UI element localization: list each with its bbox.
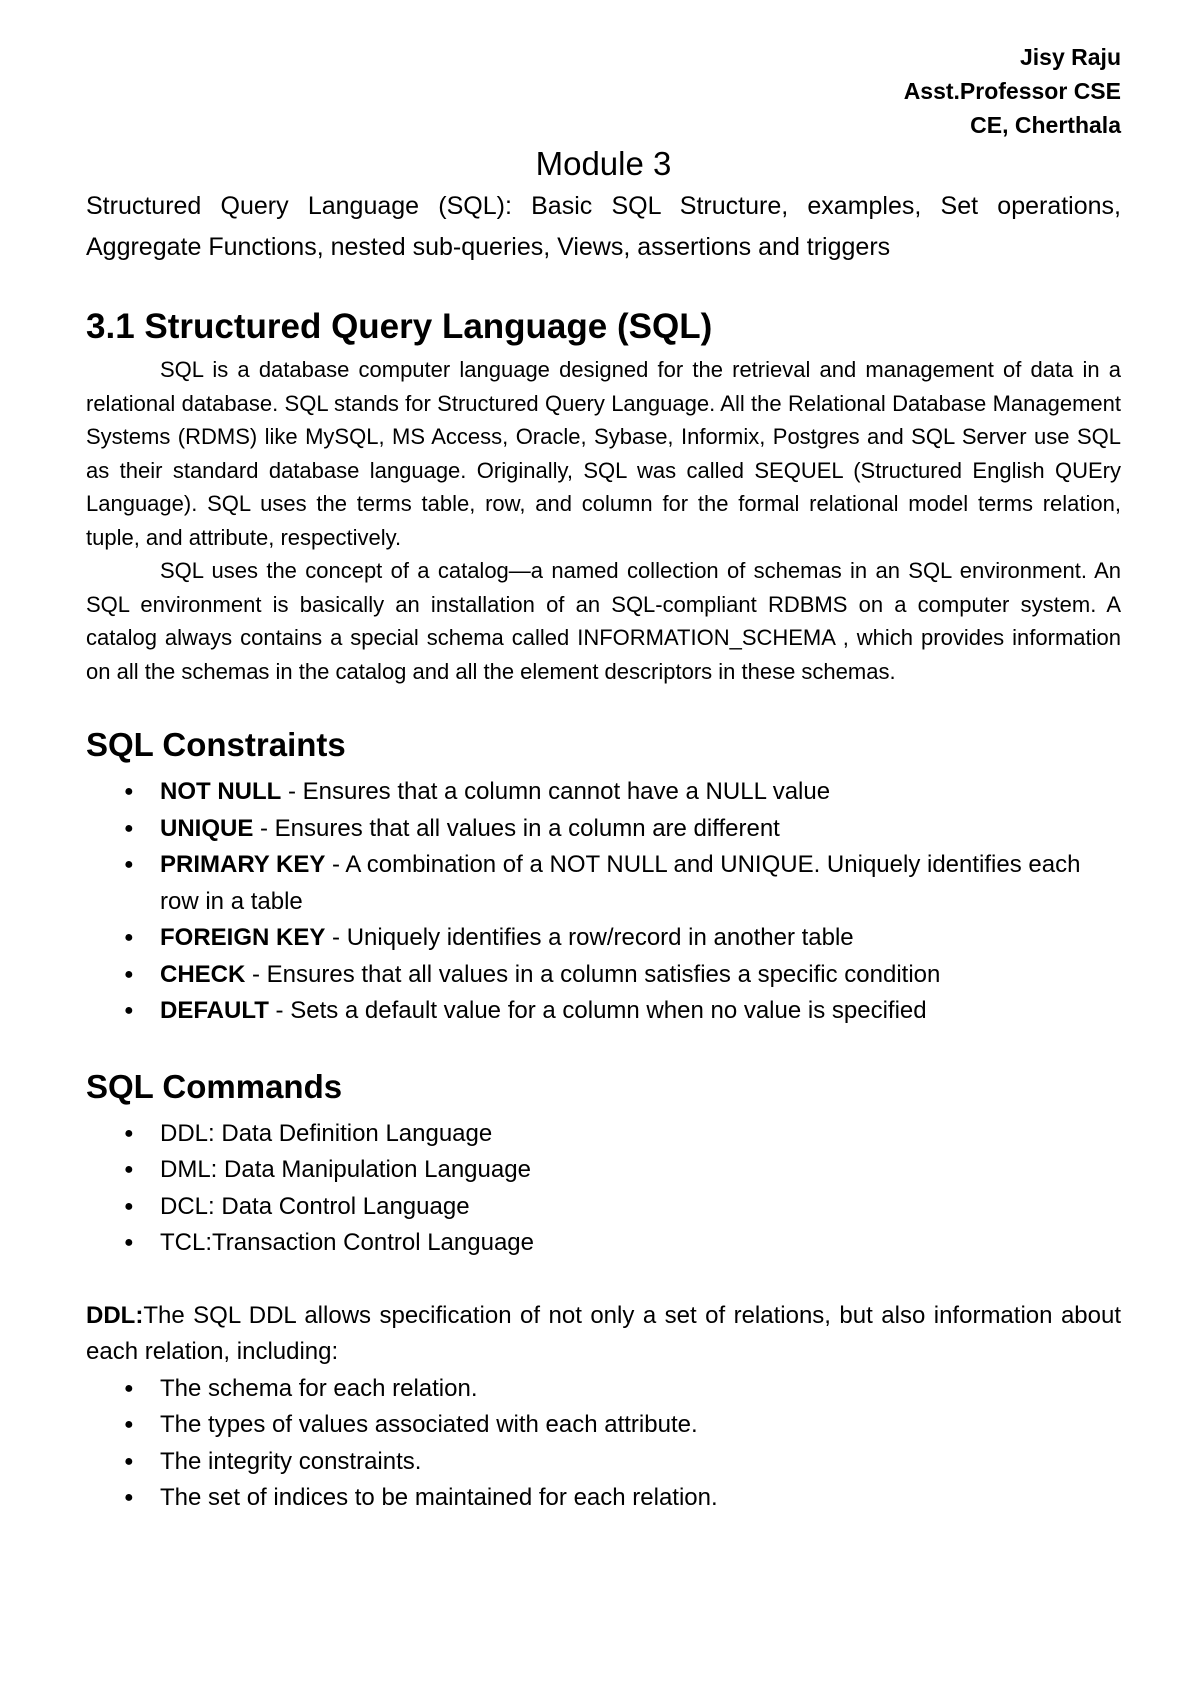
constraint-desc: - Ensures that all values in a column satisfies a specific condition xyxy=(245,960,941,988)
list-item xyxy=(124,957,1121,994)
list-item xyxy=(124,993,1121,1030)
bullet-icon: ● xyxy=(124,1379,134,1397)
list-item xyxy=(124,811,1121,848)
constraints-list xyxy=(86,774,1121,1030)
constraint-desc: - Uniquely identifies a row/record in another table xyxy=(325,924,854,951)
bullet-icon: ● xyxy=(124,1489,134,1506)
bullet-icon: ● xyxy=(124,1234,134,1251)
list-item xyxy=(124,1407,1121,1444)
constraint-term: PRIMARY KEY xyxy=(160,851,326,878)
author-name: Jisy Raju xyxy=(1020,44,1121,70)
author-affiliation: CE, Cherthala xyxy=(970,112,1121,138)
ddl-item: The schema for each relation. xyxy=(160,1374,478,1402)
bullet-icon: ● xyxy=(124,965,134,983)
constraint-term: DEFAULT xyxy=(160,997,269,1024)
constraint-desc: - Ensures that a column cannot have a NULL value xyxy=(281,778,831,805)
command-name: Data Manipulation Language xyxy=(217,1156,531,1183)
section-heading-sql: 3.1 Structured Query Language (SQL) xyxy=(86,307,713,346)
module-syllabus: Structured Query Language (SQL): Basic SQL Structure, examples, Set operations, Aggregate Functions, nested sub-queries, Views, assertions and triggers xyxy=(86,192,1121,261)
command-abbr: DCL: xyxy=(160,1192,215,1220)
commands-list xyxy=(86,1116,1121,1262)
constraint-term: CHECK xyxy=(160,960,246,988)
bullet-icon: ● xyxy=(124,819,134,837)
commands-heading: SQL Commands xyxy=(86,1067,343,1105)
list-item xyxy=(124,774,1121,811)
command-name: Data Definition Language xyxy=(214,1119,493,1147)
list-item xyxy=(124,847,1121,920)
list-item xyxy=(124,1116,1121,1153)
constraint-desc: - Sets a default value for a column when no value is specified xyxy=(268,997,927,1024)
bullet-icon: ● xyxy=(124,1197,134,1215)
command-name: TCL:Transaction Control Language xyxy=(160,1229,534,1256)
ddl-intro: The SQL DDL allows specification of not only a set of relations, but also information about each relation, including: xyxy=(86,1301,1121,1365)
module-title: Module 3 xyxy=(535,145,672,182)
bullet-icon: ● xyxy=(124,1416,134,1433)
ddl-item: The integrity constraints. xyxy=(160,1447,422,1475)
bullet-icon: ● xyxy=(124,1161,134,1178)
command-name: Data Control Language xyxy=(214,1192,470,1220)
author-title: Asst.Professor CSE xyxy=(903,78,1121,104)
list-item xyxy=(124,1189,1121,1226)
list-item xyxy=(124,1371,1121,1408)
document-page xyxy=(86,40,1121,1517)
bullet-icon: ● xyxy=(124,783,134,800)
ddl-list xyxy=(86,1371,1121,1517)
constraint-term: UNIQUE xyxy=(160,814,254,842)
constraints-heading: SQL Constraints xyxy=(86,726,346,763)
bullet-icon: ● xyxy=(124,929,134,946)
list-item xyxy=(124,1225,1121,1262)
command-abbr: DDL: xyxy=(160,1119,215,1147)
author-block xyxy=(86,40,1121,142)
bullet-icon: ● xyxy=(124,856,134,873)
constraint-desc: - A combination of a NOT NULL and UNIQUE. Uniquely identifies each row in a table xyxy=(160,851,1081,915)
constraint-term: NOT NULL xyxy=(160,778,282,805)
ddl-label: DDL: xyxy=(86,1301,144,1329)
ddl-paragraph xyxy=(86,1298,1121,1371)
list-item xyxy=(124,1444,1121,1481)
ddl-item: The types of values associated with each attribute. xyxy=(160,1411,698,1438)
bullet-icon: ● xyxy=(124,1452,134,1470)
list-item xyxy=(124,920,1121,957)
ddl-item: The set of indices to be maintained for each relation. xyxy=(160,1484,718,1511)
sql-catalog-paragraph: SQL uses the concept of a catalog—a named collection of schemas in an SQL environment. An SQL environment is basically an installation of an SQL-compliant RDBMS on a computer system. A catalog always contains a special schema called INFORMATION_SCHEMA , which provides information on all the schemas in the catalog and all the element descriptors in these schemas. xyxy=(86,558,1121,684)
bullet-icon: ● xyxy=(124,1002,134,1019)
list-item xyxy=(124,1152,1121,1189)
constraint-desc: - Ensures that all values in a column are different xyxy=(253,814,780,842)
bullet-icon: ● xyxy=(124,1124,134,1142)
list-item xyxy=(124,1480,1121,1517)
command-abbr: DML: xyxy=(160,1156,218,1183)
constraint-term: FOREIGN KEY xyxy=(160,924,326,951)
sql-intro-paragraph: SQL is a database computer language designed for the retrieval and management of data in a relational database. SQL stands for Structured Query Language. All the Relational Database Management Systems (RDMS) like MySQL, MS Access, Oracle, Sybase, Informix, Postgres and SQL Server use SQL as their standard database language. Originally, SQL was called SEQUEL (Structured English QUEry Language). SQL uses the terms table, row, and column for the formal relational model terms relation, tuple, and attribute, respectively. xyxy=(86,357,1121,550)
